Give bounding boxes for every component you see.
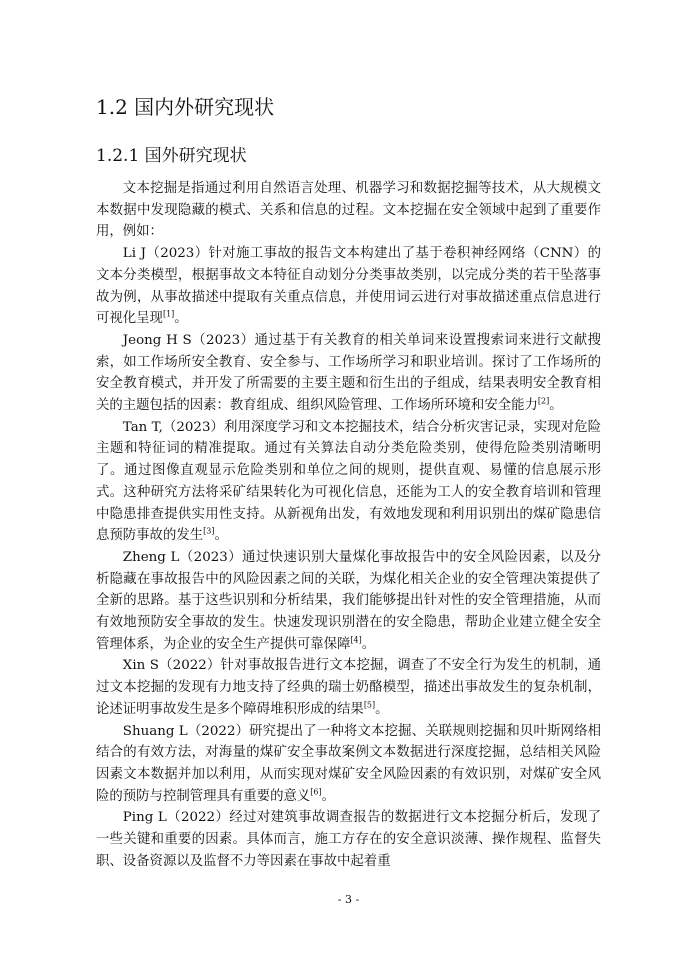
citation-ref: [6] xyxy=(310,787,322,797)
citation-ref: [5] xyxy=(363,700,376,710)
document-body xyxy=(96,178,601,873)
page-number: - 3 - xyxy=(337,893,360,906)
paragraph-zheng xyxy=(96,547,601,656)
section-heading: 1.2 国内外研究现状 xyxy=(96,95,275,119)
paragraph-tail: 。 xyxy=(174,311,188,327)
paragraph-text: 文本挖掘是指通过利用自然语言处理、机器学习和数据挖掘等技术，从大规模文本数据中发现隐藏的模式、关系和信息的过程。文本挖掘在安全领域中起到了重要作用，例如： xyxy=(96,181,601,240)
paragraph-text: Tan T,（2023）利用深度学习和文本挖掘技术，结合分析灾害记录，实现对危险主题和特征词的精准提取。通过有关算法自动分类危险类别，使得危险类别清晰明了。通过图像直观显示危险类别和单位之间的规则，提供直观、易懂的信息展示形式。这种研究方法将采矿结果转化为可视化信息，还能为工人的安全教育培训和管理中隐患排查提供实用性支持。从新视角出发，有效地发现和利用识别出的煤矿隐患信息预防事故的发生 xyxy=(96,419,601,544)
subsection-heading: 1.2.1 国外研究现状 xyxy=(96,146,247,166)
citation-ref: [2] xyxy=(537,396,550,406)
paragraph-text: Li J（2023）针对施工事故的报告文本构建出了基于卷积神经网络（CNN）的文本分类模型，根据事故文本特征自动划分分类事故类别，以完成分类的若干坠落事故为例，从事故描述中提取有关重点信息，并使用词云进行对事故描述重点信息进行可视化呈现 xyxy=(96,246,601,327)
paragraph-shuang xyxy=(96,721,601,808)
paragraph-text: Jeong H S（2023）通过基于有关教育的相关单词来设置搜索词来进行文献搜索，如工作场所安全教育、安全参与、工作场所学习和职业培训。探讨了工作场所的安全教育模式，并开发了所需要的主要主题和衍生出的子组成，结果表明安全教育相关的主题包括的因素：教育组成、组织风险管理、工作场所环境和安全能力 xyxy=(96,332,601,414)
paragraph-tail: 。 xyxy=(375,701,389,717)
paragraph-intro xyxy=(96,178,601,243)
paragraph-tail: 。 xyxy=(321,788,335,804)
paragraph-tan xyxy=(96,417,601,547)
paragraph-ping xyxy=(96,807,601,872)
citation-ref: [1] xyxy=(162,309,175,319)
paragraph-xin xyxy=(96,655,601,720)
paragraph-tail: 。 xyxy=(214,528,228,544)
paragraph-li-j xyxy=(96,243,601,330)
paragraph-text: Zheng L（2023）通过快速识别大量煤化事故报告中的安全风险因素，以及分析隐藏在事故报告中的风险因素之间的关联，为煤化相关企业的安全管理决策提供了全新的思路。基于这些识别和分析结果，我们能够提出针对性的安全管理措施，从而有效地预防安全事故的发生。快速发现识别潜在的安全隐患，帮助企业建立健全安全管理体系，为企业的安全生产提供可靠保障 xyxy=(96,549,601,652)
paragraph-tail: 。 xyxy=(361,636,376,652)
paragraph-tail: 。 xyxy=(549,398,563,414)
citation-ref: [3] xyxy=(203,526,215,536)
paragraph-jeong xyxy=(96,330,601,417)
paragraph-text: Xin S（2022）针对事故报告进行文本挖掘，调查了不安全行为发生的机制，通过文本挖掘的发现有力地支持了经典的瑞士奶酪模型，描述出事故发生的复杂机制，论述证明事故发生是多个障碍堆积形成的结果 xyxy=(96,658,601,717)
citation-ref: [4] xyxy=(350,635,362,645)
paragraph-text: Shuang L（2022）研究提出了一种将文本挖掘、关联规则挖掘和贝叶斯网络相结合的有效方法，对海量的煤矿安全事故案例文本数据进行深度挖掘，总结相关风险因素文本数据并加以利用，从而实现对煤矿安全风险因素的有效识别，对煤矿安全风险的预防与控制管理具有重要的意义 xyxy=(96,723,601,804)
paragraph-text: Ping L（2022）经过对建筑事故调查报告的数据进行文本挖掘分析后，发现了一些关键和重要的因素。具体而言，施工方存在的安全意识淡薄、操作规程、监督失职、设备资源以及监督不力等因素在事故中起着重 xyxy=(96,810,601,869)
